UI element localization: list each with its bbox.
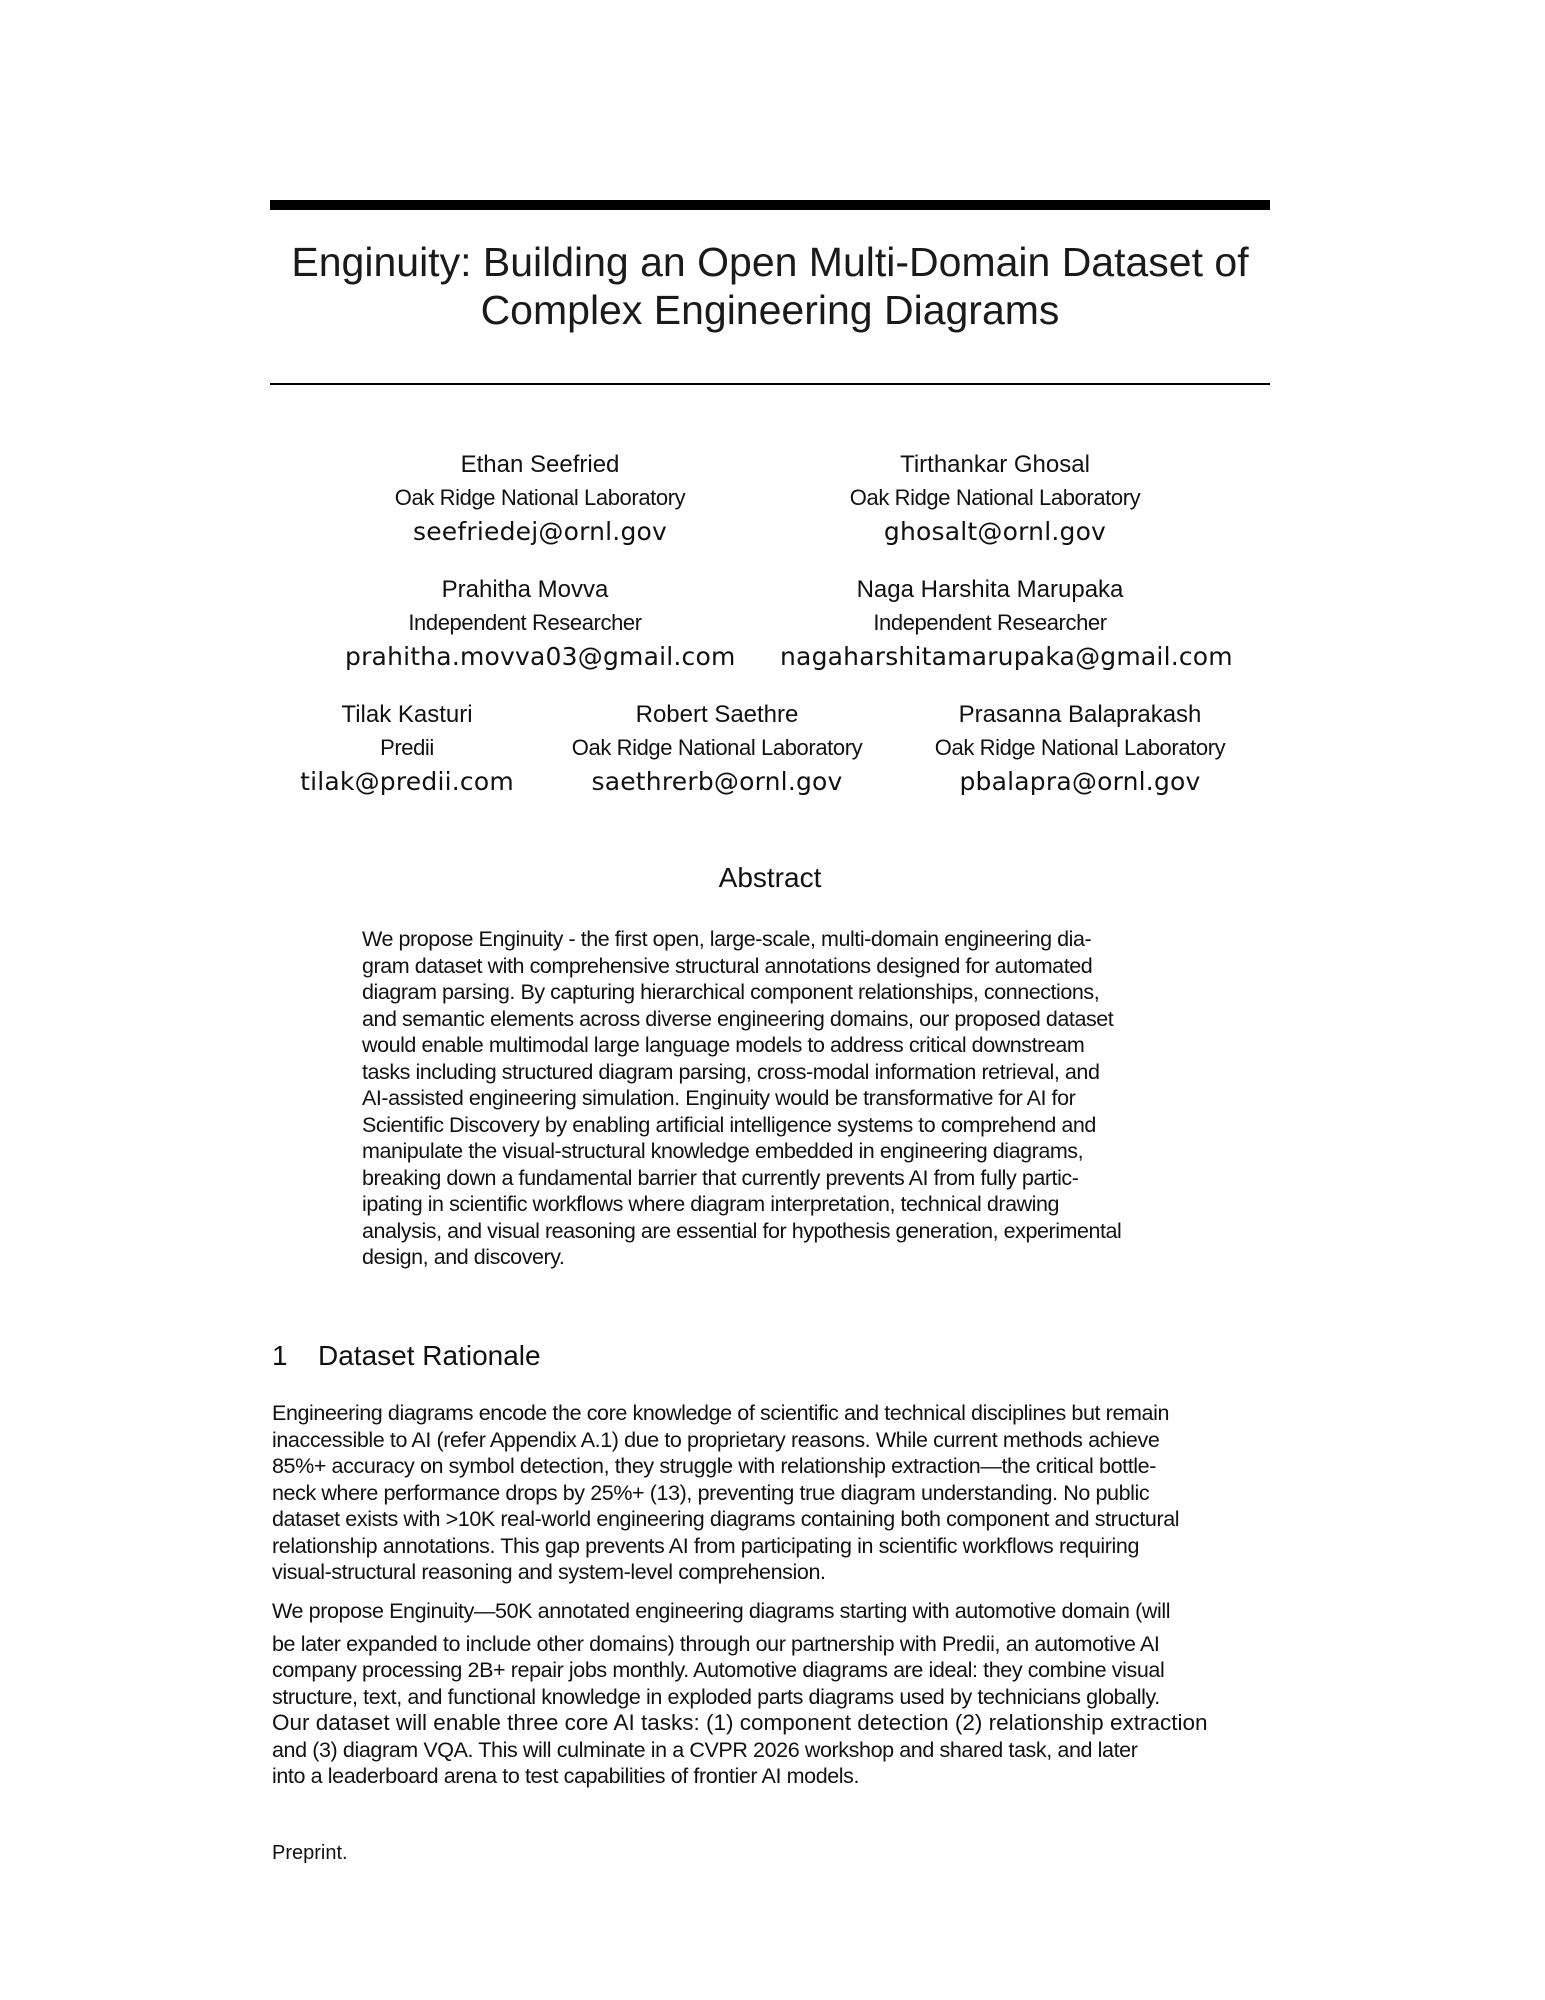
- abstract-line: tasks including structured diagram parsing, cross-modal information retrieval, and: [362, 1059, 1100, 1084]
- author-email[interactable]: pbalapra@ornl.gov: [959, 767, 1201, 796]
- section-number: 1: [272, 1340, 288, 1371]
- author-email[interactable]: nagaharshitamarupaka@gmail.com: [780, 642, 1233, 671]
- author-block: [920, 699, 1240, 799]
- paper-title-line-1: Enginuity: Building an Open Multi-Domain Dataset of: [291, 239, 1249, 285]
- paragraph-line: Our dataset will enable three core AI tasks: (1) component detection (2) relationship extraction: [272, 1710, 1208, 1735]
- author-email[interactable]: ghosalt@ornl.gov: [883, 517, 1107, 546]
- author-block: [830, 449, 1160, 549]
- author-email[interactable]: prahitha.movva03@gmail.com: [345, 642, 736, 671]
- author-affiliation: Oak Ridge National Laboratory: [849, 485, 1141, 510]
- paragraph-line: relationship annotations. This gap prevents AI from participating in scientific workflows requiring: [272, 1533, 1140, 1558]
- author-block: [300, 699, 514, 799]
- paragraph-line: be later expanded to include other domains) through our partnership with Predii, an automotive AI: [272, 1631, 1160, 1656]
- paragraph-line: and (3) diagram VQA. This will culminate in a CVPR 2026 workshop and shared task, and later: [272, 1737, 1138, 1762]
- author-block: [390, 449, 690, 549]
- abstract-line: AI-assisted engineering simulation. Enginuity would be transformative for AI for: [362, 1086, 1076, 1110]
- paragraph-line: dataset exists with >10K real-world engineering diagrams containing both component and structural: [272, 1507, 1180, 1531]
- author-affiliation: Oak Ridge National Laboratory: [934, 735, 1226, 760]
- paragraph-line: company processing 2B+ repair jobs monthly. Automotive diagrams are ideal: they combine visual: [272, 1658, 1165, 1682]
- paragraph-line: neck where performance drops by 25%+ (13), preventing true diagram understanding. No public: [272, 1480, 1150, 1505]
- author-block: [345, 574, 736, 674]
- author-affiliation: Independent Researcher: [408, 610, 642, 635]
- abstract-line: and semantic elements across diverse engineering domains, our proposed dataset: [362, 1006, 1114, 1031]
- paragraph-line: visual-structural reasoning and system-level comprehension.: [272, 1560, 826, 1584]
- author-name: Ethan Seefried: [460, 451, 620, 478]
- section-paragraph-1: [272, 1400, 1272, 1586]
- author-name: Prahitha Movva: [441, 576, 609, 603]
- author-name: Prasanna Balaprakash: [958, 701, 1202, 728]
- author-name: Robert Saethre: [635, 701, 799, 728]
- author-affiliation: Oak Ridge National Laboratory: [394, 485, 686, 510]
- paper-title: [270, 238, 1270, 334]
- abstract-line: gram dataset with comprehensive structural annotations designed for automated: [362, 953, 1093, 978]
- author-block: [562, 699, 872, 799]
- abstract-line: breaking down a fundamental barrier that currently prevents AI from fully partic-: [362, 1165, 1079, 1190]
- paper-title-line-2: Complex Engineering Diagrams: [480, 287, 1060, 333]
- title-top-rule: [270, 200, 1270, 210]
- paragraph-line: 85%+ accuracy on symbol detection, they struggle with relationship extraction—the critical bottle-: [272, 1454, 1156, 1478]
- abstract-line: design, and discovery.: [362, 1245, 565, 1269]
- abstract-line: We propose Enginuity - the first open, large-scale, multi-domain engineering dia-: [362, 927, 1092, 951]
- section-paragraph-2: [272, 1598, 1272, 1790]
- paragraph-line: Engineering diagrams encode the core knowledge of scientific and technical disciplines but remain: [272, 1401, 1169, 1425]
- title-bottom-rule: [270, 383, 1270, 385]
- author-name: Naga Harshita Marupaka: [856, 576, 1124, 603]
- abstract-heading: Abstract: [718, 862, 822, 893]
- author-name: Tirthankar Ghosal: [900, 451, 1090, 478]
- section-heading: [272, 1338, 541, 1374]
- paragraph-line: inaccessible to AI (refer Appendix A.1) due to proprietary reasons. While current methods achieve: [272, 1427, 1160, 1452]
- author-affiliation: Predii: [380, 735, 434, 760]
- author-affiliation: Oak Ridge National Laboratory: [571, 735, 863, 760]
- section-title: Dataset Rationale: [318, 1340, 541, 1371]
- paragraph-line: We propose Enginuity—50K annotated engineering diagrams starting with automotive domain (will: [272, 1599, 1171, 1623]
- author-email[interactable]: seefriedej@ornl.gov: [412, 517, 668, 546]
- author-email[interactable]: tilak@predii.com: [300, 767, 514, 796]
- author-affiliation: Independent Researcher: [873, 610, 1107, 635]
- paragraph-line: into a leaderboard arena to test capabilities of frontier AI models.: [272, 1764, 860, 1788]
- paragraph-line: structure, text, and functional knowledge in exploded parts diagrams used by technicians globally.: [272, 1684, 1160, 1709]
- author-block: [780, 574, 1233, 674]
- abstract-line: analysis, and visual reasoning are essential for hypothesis generation, experimental: [362, 1218, 1122, 1243]
- author-email[interactable]: saethrerb@ornl.gov: [591, 767, 843, 796]
- abstract-line: would enable multimodal large language models to address critical downstream: [362, 1033, 1085, 1057]
- abstract-line: diagram parsing. By capturing hierarchical component relationships, connections,: [362, 980, 1100, 1004]
- preprint-footnote: Preprint.: [272, 1842, 348, 1864]
- abstract-body: [362, 926, 1192, 1271]
- abstract-line: manipulate the visual-structural knowledge embedded in engineering diagrams,: [362, 1139, 1084, 1163]
- abstract-line: Scientific Discovery by enabling artificial intelligence systems to comprehend and: [362, 1112, 1096, 1137]
- abstract-line: ipating in scientific workflows where diagram interpretation, technical drawing: [362, 1192, 1059, 1216]
- author-name: Tilak Kasturi: [341, 701, 473, 728]
